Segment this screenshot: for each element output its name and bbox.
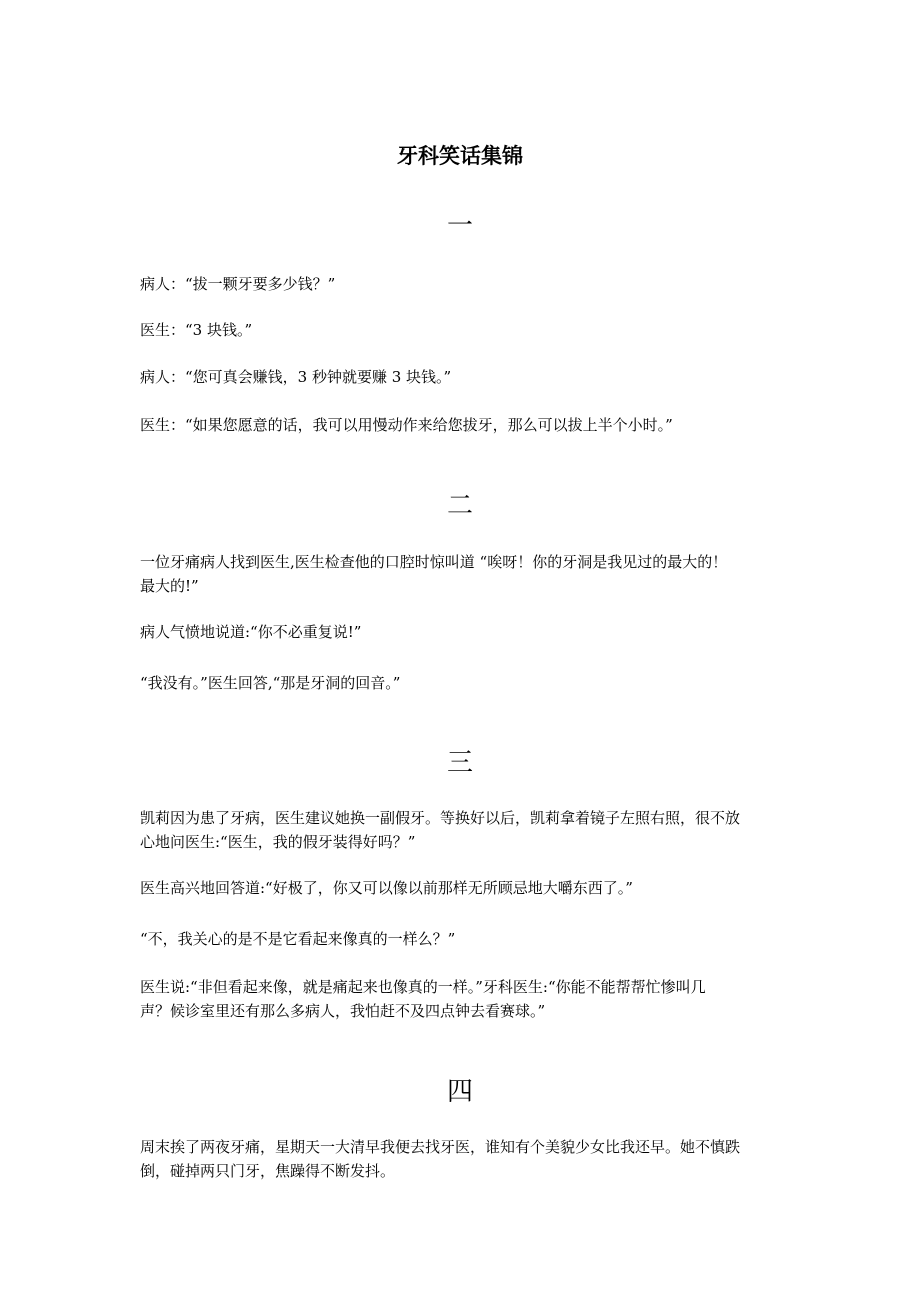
paragraph [140,876,788,900]
paragraph-line: 病人：“拔一颗牙要多少钱？” [140,275,336,293]
section-heading-2: 二 [446,491,473,521]
paragraph-line: “我没有。”医生回答,“那是牙洞的回音。” [140,674,401,692]
section-heading-3: 三 [446,748,473,778]
paragraph-line: 病人气愤地说道:“你不必重复说!” [140,623,362,641]
paragraph [140,550,788,598]
paragraph [140,671,788,695]
paragraph-line: “不，我关心的是不是它看起来像真的一样么？” [140,930,456,948]
paragraph [140,806,788,854]
paragraph-line: 一位牙痛病人找到医生,医生检查他的口腔时惊叫道 “唉呀！你的牙洞是我见过的最大的！ [140,553,728,571]
paragraph [140,927,788,951]
paragraph [140,620,788,644]
document-title: 牙科笑话集锦 [397,144,523,168]
paragraph-line: 声？候诊室里还有那么多病人，我怕赶不及四点钟去看赛球。” [140,1002,546,1020]
paragraph [140,272,788,296]
paragraph-line: 最大的!” [140,577,199,595]
paragraph-line: 倒，碰掉两只门牙，焦躁得不断发抖。 [140,1162,396,1180]
paragraph [140,318,788,342]
paragraph-line: 医生说:“非但看起来像，就是痛起来也像真的一样。”牙科医生:“你能不能帮帮忙惨叫几 [140,978,706,996]
paragraph [140,1135,788,1183]
paragraph-line: 凯莉因为患了牙病，医生建议她换一副假牙。等换好以后，凯莉拿着镜子左照右照，很不放 [140,809,741,827]
paragraph-line: 医生高兴地回答道:“好极了，你又可以像以前那样无所顾忌地大嚼东西了。” [140,879,633,897]
paragraph-line: 心地问医生:“医生，我的假牙装得好吗？” [140,833,416,851]
paragraph [140,975,788,1023]
paragraph [140,365,788,389]
paragraph-line: 医生：“3 块钱。” [140,321,253,339]
paragraph [140,413,788,437]
section-heading-1: 一 [446,211,473,241]
paragraph-line: 病人：“您可真会赚钱，3 秒钟就要赚 3 块钱。” [140,368,452,386]
paragraph-line: 医生：“如果您愿意的话，我可以用慢动作来给您拔牙，那么可以拔上半个小时。” [140,416,673,434]
section-heading-4: 四 [446,1077,473,1107]
paragraph-line: 周末挨了两夜牙痛，星期天一大清早我便去找牙医，谁知有个美貌少女比我还早。她不慎跌 [140,1138,741,1156]
